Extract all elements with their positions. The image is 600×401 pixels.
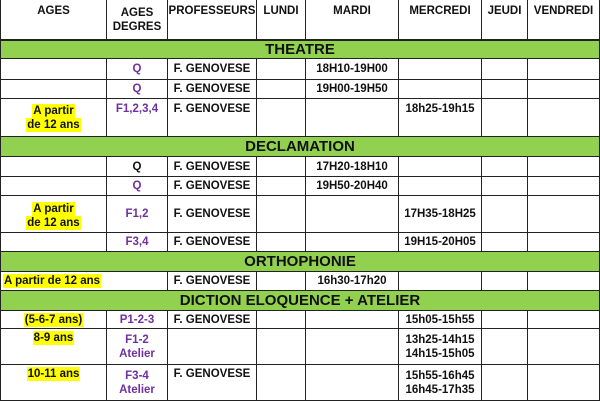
vendredi-cell (528, 365, 600, 401)
header-vendredi: VENDREDI (528, 0, 600, 40)
prof-cell: F. GENOVESE (168, 80, 257, 99)
mardi-cell (306, 233, 399, 252)
vendredi-cell (528, 233, 600, 252)
jeudi-cell (482, 196, 528, 233)
prof-cell: F. GENOVESE (168, 177, 257, 196)
degree-cell: F3-4 Atelier (107, 365, 168, 401)
prof-cell: F. GENOVESE (168, 272, 257, 291)
jeudi-cell (482, 157, 528, 177)
vendredi-cell (528, 99, 600, 137)
mardi-cell: 19H50-20H40 (306, 177, 399, 196)
table-row-cell (0, 177, 107, 196)
jeudi-cell (482, 311, 528, 329)
lundi-cell (257, 329, 306, 365)
section-diction-eloquence: DICTION ELOQUENCE + ATELIER (0, 291, 600, 311)
vendredi-cell (528, 157, 600, 177)
header-ages-degres: AGES DEGRES (107, 0, 168, 40)
table-row-cell (0, 157, 107, 177)
vendredi-cell (528, 177, 600, 196)
jeudi-cell (482, 365, 528, 401)
age-cell: 8-9 ans (0, 329, 107, 365)
mardi-cell (306, 365, 399, 401)
prof-cell: F. GENOVESE (168, 157, 257, 177)
age-cell: (5-6-7 ans) (0, 311, 107, 329)
table-row-cell (0, 233, 107, 252)
vendredi-cell (528, 196, 600, 233)
lundi-cell (257, 157, 306, 177)
mercredi-cell (399, 157, 482, 177)
mercredi-cell: 18h25-19h15 (399, 99, 482, 137)
vendredi-cell (528, 329, 600, 365)
degree-cell: F1,2 (107, 196, 168, 233)
vendredi-cell (528, 59, 600, 80)
mardi-cell (306, 311, 399, 329)
degree-cell: Q (107, 157, 168, 177)
lundi-cell (257, 196, 306, 233)
mardi-cell: 19H00-19H50 (306, 80, 399, 99)
lundi-cell (257, 99, 306, 137)
prof-cell (168, 329, 257, 365)
jeudi-cell (482, 233, 528, 252)
jeudi-cell (482, 80, 528, 99)
mercredi-cell: 15h55-16h45 16h45-17h35 (399, 365, 482, 401)
lundi-cell (257, 59, 306, 80)
mercredi-cell: 15h05-15h55 (399, 311, 482, 329)
vendredi-cell (528, 272, 600, 291)
header-professeurs: PROFESSEURS (168, 0, 257, 40)
age-cell: A partir de 12 ans (0, 272, 168, 291)
age-cell: A partir de 12 ans (0, 196, 107, 233)
prof-cell: F. GENOVESE (168, 59, 257, 80)
jeudi-cell (482, 99, 528, 137)
prof-cell: F. GENOVESE (168, 233, 257, 252)
age-cell: 10-11 ans (0, 365, 107, 401)
section-theatre: THEATRE (0, 40, 600, 59)
lundi-cell (257, 272, 306, 291)
header-lundi: LUNDI (257, 0, 306, 40)
jeudi-cell (482, 272, 528, 291)
mardi-cell: 16h30-17h20 (306, 272, 399, 291)
prof-cell: F. GENOVESE (168, 99, 257, 137)
section-declamation: DECLAMATION (0, 137, 600, 157)
jeudi-cell (482, 177, 528, 196)
lundi-cell (257, 80, 306, 99)
header-mardi: MARDI (306, 0, 399, 40)
mercredi-cell (399, 80, 482, 99)
age-cell: A partir de 12 ans (0, 99, 107, 137)
mardi-cell: 17H20-18H10 (306, 157, 399, 177)
degree-cell: Q (107, 80, 168, 99)
section-orthophonie: ORTHOPHONIE (0, 252, 600, 272)
prof-cell: F. GENOVESE (168, 365, 257, 401)
degree-cell: F1,2,3,4 (107, 99, 168, 137)
degree-cell: Q (107, 177, 168, 196)
prof-cell: F. GENOVESE (168, 311, 257, 329)
lundi-cell (257, 177, 306, 196)
mercredi-cell (399, 59, 482, 80)
mercredi-cell: 13h25-14h15 14h15-15h05 (399, 329, 482, 365)
mardi-cell (306, 196, 399, 233)
lundi-cell (257, 233, 306, 252)
mercredi-cell: 17H35-18H25 (399, 196, 482, 233)
mardi-cell: 18H10-19H00 (306, 59, 399, 80)
header-mercredi: MERCREDI (399, 0, 482, 40)
mercredi-cell: 19H15-20H05 (399, 233, 482, 252)
table-row-cell (0, 59, 107, 80)
jeudi-cell (482, 329, 528, 365)
mardi-cell (306, 99, 399, 137)
mardi-cell (306, 329, 399, 365)
table-row-cell (0, 80, 107, 99)
jeudi-cell (482, 59, 528, 80)
degree-cell: P1-2-3 (107, 311, 168, 329)
lundi-cell (257, 365, 306, 401)
header-jeudi: JEUDI (482, 0, 528, 40)
vendredi-cell (528, 311, 600, 329)
degree-cell: Q (107, 59, 168, 80)
mercredi-cell (399, 177, 482, 196)
vendredi-cell (528, 80, 600, 99)
degree-cell: F1-2 Atelier (107, 329, 168, 365)
lundi-cell (257, 311, 306, 329)
prof-cell: F. GENOVESE (168, 196, 257, 233)
header-ages: AGES (0, 0, 107, 40)
mercredi-cell (399, 272, 482, 291)
degree-cell: F3,4 (107, 233, 168, 252)
